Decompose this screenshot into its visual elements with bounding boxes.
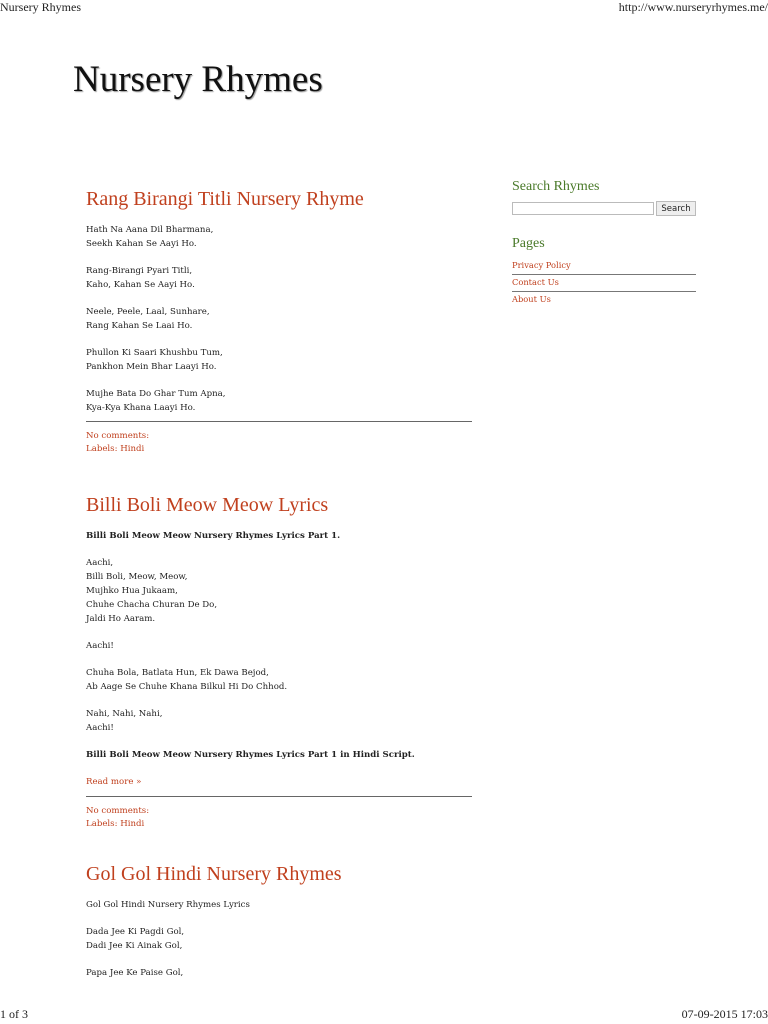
stanza: [86, 639, 472, 653]
lyric-line: Jaldi Ho Aaram.: [86, 614, 156, 624]
search-form: [512, 201, 696, 216]
lyric-line: Chuha Bola, Batlata Hun, Ek Dawa Bejod,: [86, 668, 269, 678]
comments-link[interactable]: No comments:: [86, 806, 150, 816]
post-title[interactable]: Gol Gol Hindi Nursery Rhymes: [86, 863, 342, 885]
post-body: [86, 529, 472, 789]
search-widget-title: Search Rhymes: [512, 179, 600, 194]
print-header-url: http://www.nurseryrhymes.me/: [618, 0, 768, 14]
labels-prefix: Labels:: [86, 444, 118, 454]
stanza: [86, 666, 472, 694]
post: [86, 494, 472, 831]
lyric-line: Aachi!: [86, 641, 114, 651]
labels-prefix: Labels:: [86, 819, 118, 829]
pages-widget-title: Pages: [512, 236, 545, 251]
post-divider: [86, 421, 472, 422]
lyric-line: Dadi Jee Ki Ainak Gol,: [86, 941, 183, 951]
stanza: [86, 556, 472, 626]
page-link-privacy-policy[interactable]: Privacy Policy: [512, 258, 696, 275]
read-more-link[interactable]: Read more »: [86, 777, 142, 787]
print-header-title: Nursery Rhymes: [0, 0, 81, 14]
post-outro: Billi Boli Meow Meow Nursery Rhymes Lyrics Part 1 in Hindi Script.: [86, 750, 415, 760]
page-link-about-us[interactable]: About Us: [512, 294, 551, 304]
lyric-line: Kaho, Kahan Se Aayi Ho.: [86, 280, 195, 290]
stanza: [86, 305, 472, 333]
stanza: [86, 966, 472, 980]
sidebar: [512, 179, 696, 308]
lyric-line: Kya-Kya Khana Laayi Ho.: [86, 403, 196, 413]
post-footer: [86, 430, 472, 456]
main-content: [86, 188, 472, 993]
search-input[interactable]: [512, 202, 654, 215]
lyric-line: Phullon Ki Saari Khushbu Tum,: [86, 348, 223, 358]
lyric-line: Chuhe Chacha Churan De Do,: [86, 600, 218, 610]
lyric-line: Hath Na Aana Dil Bharmana,: [86, 225, 214, 235]
lyric-line: Pankhon Mein Bhar Laayi Ho.: [86, 362, 217, 372]
lyric-line: Billi Boli, Meow, Meow,: [86, 572, 188, 582]
print-footer-page-count: 1 of 3: [0, 1007, 28, 1021]
lyric-line: Nahi, Nahi, Nahi,: [86, 709, 163, 719]
page-link-contact-us[interactable]: Contact Us: [512, 275, 696, 292]
lyric-line: Rang-Birangi Pyari Titli,: [86, 266, 193, 276]
stanza: [86, 346, 472, 374]
comments-link[interactable]: No comments:: [86, 431, 150, 441]
print-footer-timestamp: 07-09-2015 17:03: [681, 1007, 768, 1021]
post-title[interactable]: Rang Birangi Titli Nursery Rhyme: [86, 188, 364, 210]
lyric-line: Aachi!: [86, 723, 114, 733]
post-footer: [86, 805, 472, 831]
post: [86, 188, 472, 456]
lyric-line: Neele, Peele, Laal, Sunhare,: [86, 307, 210, 317]
post-body: [86, 898, 472, 980]
lyric-line: Ab Aage Se Chuhe Khana Bilkul Hi Do Chhod.: [86, 682, 288, 692]
lyric-line: Seekh Kahan Se Aayi Ho.: [86, 239, 197, 249]
stanza: [86, 707, 472, 735]
lyric-line: Papa Jee Ke Paise Gol,: [86, 968, 184, 978]
labels-row: [86, 818, 472, 831]
site-title[interactable]: Nursery Rhymes: [73, 59, 323, 100]
post: [86, 863, 472, 980]
label-link[interactable]: Hindi: [120, 819, 145, 829]
label-link[interactable]: Hindi: [120, 444, 145, 454]
search-button[interactable]: Search: [656, 201, 696, 216]
post-divider: [86, 796, 472, 797]
stanza: [86, 223, 472, 251]
stanza: [86, 264, 472, 292]
stanza: [86, 387, 472, 415]
post-title[interactable]: Billi Boli Meow Meow Lyrics: [86, 494, 329, 516]
lyric-line: Rang Kahan Se Laai Ho.: [86, 321, 193, 331]
post-intro: Billi Boli Meow Meow Nursery Rhymes Lyrics Part 1.: [86, 531, 341, 541]
lyric-line: Mujhko Hua Jukaam,: [86, 586, 178, 596]
labels-row: [86, 443, 472, 456]
post-body: [86, 223, 472, 415]
pages-list: [512, 258, 696, 308]
stanza: [86, 925, 472, 953]
lyric-line: Dada Jee Ki Pagdi Gol,: [86, 927, 185, 937]
post-intro: Gol Gol Hindi Nursery Rhymes Lyrics: [86, 900, 250, 910]
lyric-line: Mujhe Bata Do Ghar Tum Apna,: [86, 389, 226, 399]
lyric-line: Aachi,: [86, 558, 114, 568]
